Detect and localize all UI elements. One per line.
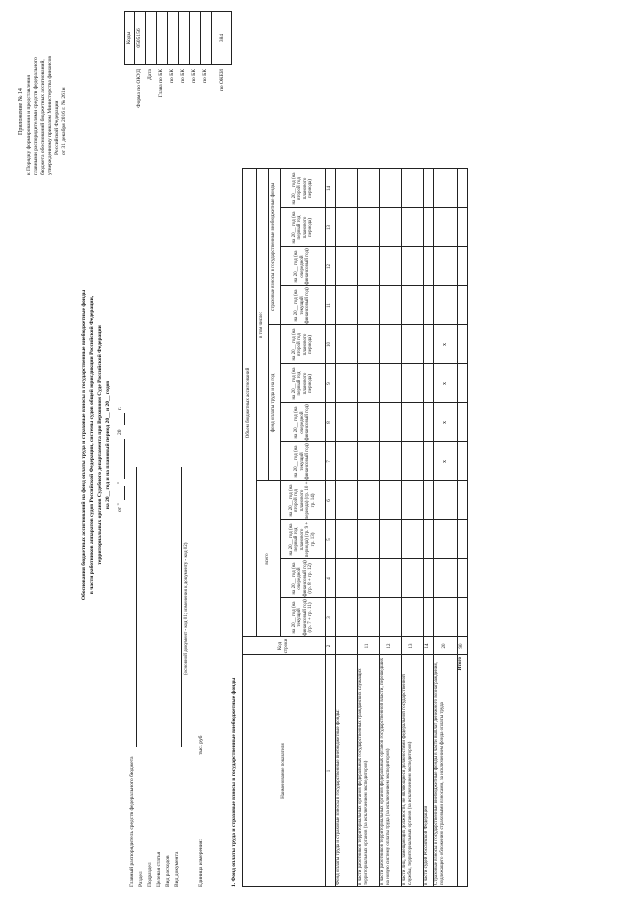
col-header-ins-year: на 20__ год (на очередной финансовый год) (294, 248, 311, 285)
col-header-total-year: на 20__ год (на текущий финансовый год) (гр. 7 + гр. 11) (291, 599, 313, 636)
col-number: 13 (327, 225, 333, 230)
row-name: в части работников территориальных органов федеральных государственных гражданских служащих территориальных органов (за исключением экспедиторов) (358, 668, 369, 885)
field-label-vid-doc: Вид документа (174, 851, 180, 887)
appendix-line: утвержденному приказом Министерства финансов (47, 56, 53, 175)
row-code: 90 (459, 643, 465, 649)
date-day-line (124, 486, 125, 500)
appendix-line: главными распорядителями средств федерального (33, 57, 39, 175)
row-code: 13 (409, 643, 415, 649)
doc-title-line: в части работников аппаратов судов Российской Федерации, системы судов общей юрисдикции Российской Федерации, (89, 295, 95, 595)
col-header-ins: страховые взносы в государственные внебюджетные фонды (271, 183, 277, 311)
row-name: Фонд оплаты труда и страховые взносы в государственные внебюджетные фонды: (336, 709, 341, 885)
date-mid: " (117, 481, 123, 484)
field-label-celevaya: Целевая статья (156, 851, 162, 887)
code-value-okud: 0505156 (136, 28, 142, 48)
col-header-total-year: на 20__ год (на очередной финансовый год) (гр. 8 + гр. 12) (291, 560, 313, 597)
field-label-razdel: Раздел (138, 871, 144, 887)
code-value-okei: 384 (219, 33, 225, 43)
codes-header: Коды (126, 31, 132, 45)
date-end: г. (117, 406, 123, 410)
row-code: 12 (387, 643, 393, 649)
col-number: 4 (327, 577, 333, 580)
row-name: в части судей Российской Федерации (424, 805, 429, 885)
col-number: 2 (327, 644, 333, 648)
code-label-okud: Форма по ОКУД (136, 69, 142, 108)
doc-title-line: Обоснования бюджетных ассигнований на фонд оплаты труда и страховые взносы в государственные внебюджетные фонды (81, 289, 87, 601)
col-header-fot-year: на 20__ год (на текущий финансовый год) (294, 443, 311, 480)
col-number: 3 (327, 616, 333, 619)
doc-type-hint: (основной документ - код 01; изменения к документу - код 02) (184, 542, 189, 675)
x-mark: x (442, 343, 448, 346)
col-header-fot-year: на 20__ год (на второй год планового периода) (291, 328, 313, 361)
field-line-gr (136, 467, 137, 747)
row-code: 14 (425, 643, 431, 649)
field-label-gr: Главный распорядитель средств федерального бюджета (129, 756, 135, 887)
row-code: 20 (442, 643, 448, 649)
doc-title-line: на 20__ год и на плановый период 20__ и 20__ годов (105, 380, 111, 510)
row-name: Итого (458, 657, 463, 671)
row-name: в части работников территориальных органов федеральных органов государственной власти, перешедших на новую систему оплаты труда (за исключением экспедиторов) (380, 657, 391, 885)
col-number: 11 (327, 303, 333, 308)
col-header-code: Код строки (278, 638, 289, 654)
col-header-total: всего (265, 553, 271, 565)
code-label-bk: по БК (202, 69, 208, 83)
col-header-volume: Объем бюджетных ассигнований (246, 367, 252, 439)
date-year-line (124, 413, 125, 425)
col-number: 5 (327, 538, 333, 541)
col-number: 14 (327, 186, 333, 191)
col-number: 1 (327, 769, 333, 773)
row-code (335, 637, 357, 655)
col-number: 9 (327, 382, 333, 385)
row-code: 11 (365, 643, 371, 649)
col-header-total-year: на 20__ год (на второй год планового периода) (гр. 10 + гр. 14) (288, 481, 316, 520)
x-mark: x (442, 421, 448, 424)
appendix-title: Приложение № 14 (18, 88, 24, 135)
date-open: от " (117, 503, 123, 512)
field-line-vid-doc (181, 467, 182, 747)
col-header-ins-year: на 20__ год (на первый год планового периода) (291, 211, 313, 244)
code-label-okei: по ОКЕИ (219, 69, 225, 92)
appendix-line: к Порядку формирования и представления (26, 75, 32, 175)
col-header-fot-year: на 20__ год (на первый год планового периода) (291, 367, 313, 400)
field-label-podrazdel: Подраздел (147, 862, 153, 887)
appendix-line: от 31 декабря 2016 г. № 261н (61, 87, 67, 155)
unit-value: тыс. руб (198, 735, 204, 755)
table-border-bottom (467, 168, 468, 887)
col-number: 12 (327, 264, 333, 269)
x-mark: x (442, 460, 448, 463)
unit-label: Единица измерения: (198, 839, 204, 887)
x-mark: x (442, 382, 448, 385)
col-header-fot: фонд оплаты труда и на год (271, 373, 277, 433)
row-name: Страховые взносы в государственные внебюджетные фонды в части выплат денежного вознаграждения, подлежащего обложению страховыми взносами, за исключением фонда оплаты труда (434, 662, 445, 885)
col-number: 10 (327, 342, 333, 347)
code-label-bk: по БК (180, 69, 186, 83)
field-label-vid-rashodov: Вид расходов (165, 855, 171, 887)
appendix-line: Российской Федерации (54, 100, 60, 155)
col-number: 8 (327, 421, 333, 424)
col-header-ins-year: на 20__ год (на второй год планового периода) (291, 172, 313, 205)
date-month-line (124, 439, 125, 479)
code-label-glava: Глава по БК (158, 69, 164, 98)
col-header-fot-year: на 20__ год (на очередной финансовый год) (294, 404, 311, 441)
date-year: 20 (117, 429, 123, 435)
code-label-date: Дата (147, 69, 153, 80)
col-number: 7 (327, 460, 333, 463)
doc-title-line: территориальных органов Судебного департамента при Верховном Суде Российской Федерации (97, 325, 103, 565)
code-label-bk: по БК (169, 69, 175, 83)
appendix-line: бюджета обоснований бюджетных ассигнований, (40, 59, 46, 175)
code-label-bk: по БК (191, 69, 197, 83)
col-number: 6 (327, 499, 333, 502)
col-header-incl: в том числе: (259, 311, 265, 339)
section-title: 1. Фонд оплаты труда и страховые взносы в государственные внебюджетные фонды (231, 677, 237, 887)
col-header-ins-year: на 20__ год (на текущий финансовый год) (294, 287, 311, 324)
col-header-total-year: на 20__ год (на первый год планового периода) (гр. 9 + гр. 13) (288, 521, 316, 558)
row-name: в части лиц, замещающих должности, не являющиеся должностями федеральной государственной службы, территориальных органов (за исключением экспедиторов) (402, 674, 413, 885)
col-header-name: Наименование показателя (280, 743, 286, 799)
